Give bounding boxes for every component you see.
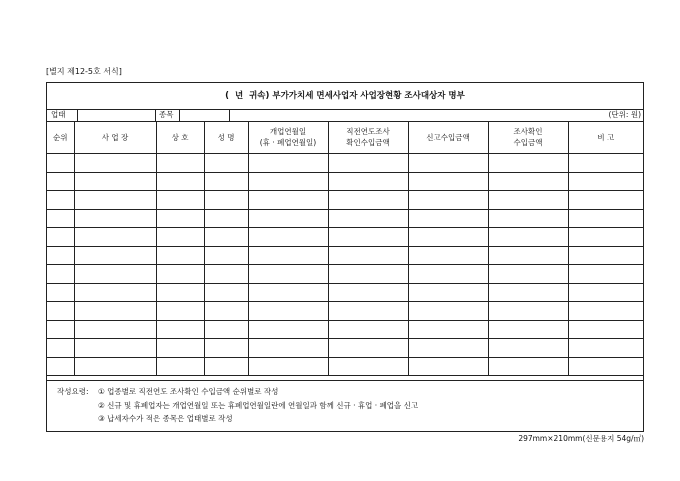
table-cell[interactable] bbox=[408, 228, 488, 247]
column-header-verified-income: 조사확인 수입금액 bbox=[488, 121, 568, 154]
table-row bbox=[47, 191, 643, 210]
column-header-remarks: 비 고 bbox=[568, 121, 643, 154]
instruction-item: ② 신규 및 휴폐업자는 개업연월일 또는 휴폐업연월일란에 연월일과 함께 신규 · 휴업 · 폐업을 신고 bbox=[98, 400, 419, 410]
table-cell[interactable] bbox=[568, 154, 643, 173]
table-cell[interactable] bbox=[488, 154, 568, 173]
table-cell[interactable] bbox=[568, 320, 643, 339]
table-cell[interactable] bbox=[328, 191, 408, 210]
table-cell[interactable] bbox=[568, 357, 643, 376]
survey-form bbox=[46, 82, 644, 432]
table-cell[interactable] bbox=[74, 228, 156, 247]
table-row bbox=[47, 320, 643, 339]
table-cell[interactable] bbox=[156, 320, 204, 339]
table-row bbox=[47, 228, 643, 247]
table-cell[interactable] bbox=[47, 320, 74, 339]
table-cell[interactable] bbox=[328, 283, 408, 302]
divider bbox=[155, 109, 156, 121]
table-cell[interactable] bbox=[248, 283, 328, 302]
table-cell[interactable] bbox=[74, 265, 156, 284]
table-cell[interactable] bbox=[328, 339, 408, 358]
table-cell[interactable] bbox=[408, 209, 488, 228]
table-cell[interactable] bbox=[47, 172, 74, 191]
instruction-item: ① 업종별로 직전연도 조사확인 수입금액 순위별로 작성 bbox=[98, 387, 279, 396]
business-type-label: 업태 bbox=[51, 110, 66, 119]
table-cell[interactable] bbox=[204, 320, 248, 339]
paper-specification: 297mm×210mm(신문용지 54g/㎡) bbox=[518, 434, 644, 443]
table-cell[interactable] bbox=[156, 283, 204, 302]
table-cell[interactable] bbox=[488, 302, 568, 321]
table-cell[interactable] bbox=[47, 265, 74, 284]
table-header-row bbox=[47, 121, 643, 154]
table-row bbox=[47, 265, 643, 284]
table-cell[interactable] bbox=[156, 339, 204, 358]
table-cell[interactable] bbox=[248, 191, 328, 210]
instruction-item: ③ 납세자수가 적은 종목은 업태별로 작성 bbox=[98, 414, 233, 423]
table-row bbox=[47, 209, 643, 228]
table-cell[interactable] bbox=[74, 246, 156, 265]
table-row bbox=[47, 357, 643, 376]
table-cell[interactable] bbox=[488, 265, 568, 284]
table-cell[interactable] bbox=[248, 357, 328, 376]
table-cell[interactable] bbox=[568, 191, 643, 210]
table-row bbox=[47, 339, 643, 358]
table-cell[interactable] bbox=[568, 339, 643, 358]
divider bbox=[77, 109, 78, 121]
column-header-business-site: 사 업 장 bbox=[74, 121, 156, 154]
table-cell[interactable] bbox=[248, 339, 328, 358]
divider bbox=[179, 109, 180, 121]
table-cell[interactable] bbox=[156, 209, 204, 228]
column-header-rank: 순위 bbox=[47, 121, 74, 154]
table-cell[interactable] bbox=[74, 154, 156, 173]
table-cell[interactable] bbox=[74, 209, 156, 228]
table-cell[interactable] bbox=[568, 265, 643, 284]
table-cell[interactable] bbox=[408, 191, 488, 210]
table-cell[interactable] bbox=[488, 320, 568, 339]
table-cell[interactable] bbox=[47, 302, 74, 321]
table-cell[interactable] bbox=[156, 357, 204, 376]
table-cell[interactable] bbox=[488, 357, 568, 376]
table-cell[interactable] bbox=[328, 172, 408, 191]
table-cell[interactable] bbox=[248, 265, 328, 284]
table-cell[interactable] bbox=[204, 339, 248, 358]
table-row bbox=[47, 172, 643, 191]
table-cell[interactable] bbox=[408, 283, 488, 302]
table-cell[interactable] bbox=[156, 228, 204, 247]
table-cell[interactable] bbox=[204, 265, 248, 284]
table-cell[interactable] bbox=[568, 302, 643, 321]
table-cell[interactable] bbox=[47, 191, 74, 210]
table-cell[interactable] bbox=[408, 302, 488, 321]
table-cell[interactable] bbox=[204, 228, 248, 247]
table-cell[interactable] bbox=[156, 246, 204, 265]
table-cell[interactable] bbox=[156, 154, 204, 173]
table-cell[interactable] bbox=[408, 172, 488, 191]
table-cell[interactable] bbox=[408, 246, 488, 265]
table-cell[interactable] bbox=[408, 339, 488, 358]
form-reference: [별지 제12-5호 서식] bbox=[46, 67, 122, 76]
table-row bbox=[47, 302, 643, 321]
table-cell[interactable] bbox=[74, 339, 156, 358]
table-cell[interactable] bbox=[248, 320, 328, 339]
table-cell[interactable] bbox=[74, 320, 156, 339]
table-cell[interactable] bbox=[408, 357, 488, 376]
table-cell[interactable] bbox=[204, 154, 248, 173]
table-cell[interactable] bbox=[248, 228, 328, 247]
column-header-name: 성 명 bbox=[204, 121, 248, 154]
table-cell[interactable] bbox=[156, 191, 204, 210]
table-cell[interactable] bbox=[204, 209, 248, 228]
table-cell[interactable] bbox=[408, 265, 488, 284]
table-cell[interactable] bbox=[488, 339, 568, 358]
table-cell[interactable] bbox=[47, 339, 74, 358]
table-cell[interactable] bbox=[488, 209, 568, 228]
column-header-prior-year-income: 직전연도조사 확인수입금액 bbox=[328, 121, 408, 154]
table-cell[interactable] bbox=[328, 209, 408, 228]
table-row bbox=[47, 154, 643, 173]
table-cell[interactable] bbox=[328, 302, 408, 321]
table-cell[interactable] bbox=[74, 302, 156, 321]
table-cell[interactable] bbox=[488, 228, 568, 247]
table-cell[interactable] bbox=[156, 265, 204, 284]
table-row bbox=[47, 283, 643, 302]
table-cell[interactable] bbox=[328, 320, 408, 339]
table-cell[interactable] bbox=[408, 154, 488, 173]
table-cell[interactable] bbox=[488, 283, 568, 302]
instructions bbox=[47, 380, 643, 431]
table-cell[interactable] bbox=[488, 172, 568, 191]
table-cell[interactable] bbox=[248, 172, 328, 191]
roster-table bbox=[47, 121, 643, 376]
table-cell[interactable] bbox=[568, 283, 643, 302]
table-cell[interactable] bbox=[204, 246, 248, 265]
form-title: ( 년 귀속) 부가가치세 면세사업자 사업장현황 조사대상자 명부 bbox=[47, 83, 643, 110]
table-cell[interactable] bbox=[248, 209, 328, 228]
table-cell[interactable] bbox=[74, 283, 156, 302]
table-cell[interactable] bbox=[156, 302, 204, 321]
table-cell[interactable] bbox=[47, 154, 74, 173]
table-cell[interactable] bbox=[328, 357, 408, 376]
table-body bbox=[47, 154, 643, 376]
table-row bbox=[47, 246, 643, 265]
column-header-trade-name: 상 호 bbox=[156, 121, 204, 154]
table-cell[interactable] bbox=[156, 172, 204, 191]
table-cell[interactable] bbox=[568, 209, 643, 228]
table-cell[interactable] bbox=[47, 246, 74, 265]
table-cell[interactable] bbox=[328, 265, 408, 284]
table-cell[interactable] bbox=[47, 209, 74, 228]
column-header-opening-date: 개업연월일 (휴 · 폐업연월일) bbox=[248, 121, 328, 154]
table-cell[interactable] bbox=[248, 302, 328, 321]
table-cell[interactable] bbox=[47, 283, 74, 302]
table-cell[interactable] bbox=[568, 228, 643, 247]
table-cell[interactable] bbox=[248, 246, 328, 265]
table-cell[interactable] bbox=[74, 357, 156, 376]
table-cell[interactable] bbox=[328, 154, 408, 173]
table-cell[interactable] bbox=[204, 191, 248, 210]
table-cell[interactable] bbox=[204, 172, 248, 191]
table-cell[interactable] bbox=[74, 191, 156, 210]
table-cell[interactable] bbox=[328, 228, 408, 247]
divider bbox=[229, 109, 230, 121]
table-cell[interactable] bbox=[47, 228, 74, 247]
table-cell[interactable] bbox=[248, 154, 328, 173]
table-cell[interactable] bbox=[488, 191, 568, 210]
table-cell[interactable] bbox=[204, 302, 248, 321]
table-cell[interactable] bbox=[328, 246, 408, 265]
table-cell[interactable] bbox=[408, 320, 488, 339]
table-cell[interactable] bbox=[568, 246, 643, 265]
table-cell[interactable] bbox=[47, 357, 74, 376]
table-cell[interactable] bbox=[204, 283, 248, 302]
table-cell[interactable] bbox=[568, 172, 643, 191]
column-header-reported-income: 신고수입금액 bbox=[408, 121, 488, 154]
item-label: 종목 bbox=[159, 110, 174, 119]
instructions-lead: 작성요령: bbox=[57, 387, 89, 396]
table-cell[interactable] bbox=[488, 246, 568, 265]
table-cell[interactable] bbox=[74, 172, 156, 191]
unit-label: (단위: 원) bbox=[608, 110, 641, 119]
table-cell[interactable] bbox=[204, 357, 248, 376]
